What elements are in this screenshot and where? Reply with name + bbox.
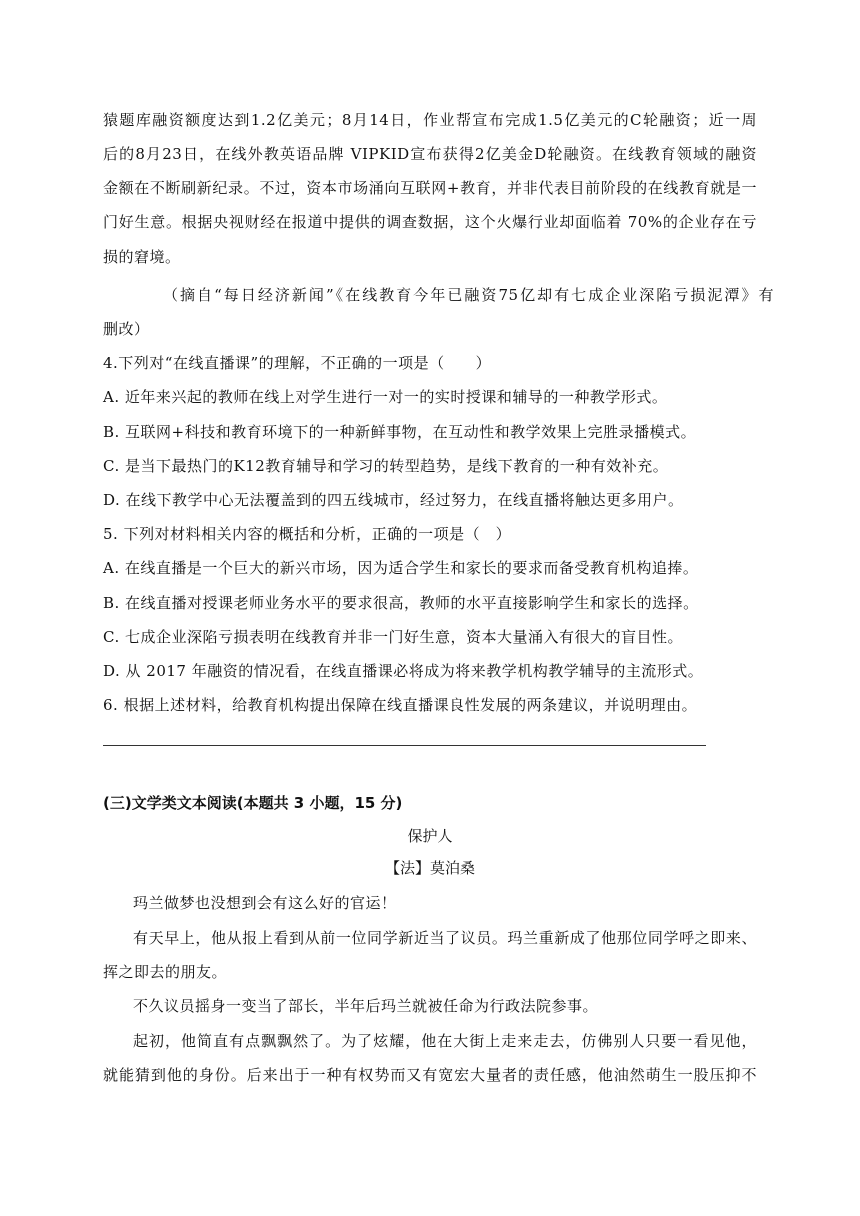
story-author: 【法】莫泊桑: [384, 859, 475, 877]
option-d: D. 从 2017 年融资的情况看，在线直播课必将成为将来教学机构教学辅导的主流形式。: [103, 662, 704, 680]
passage-line: 后的8月23日，在线外教英语品牌 VIPKID宣布获得2亿美金D轮融资。在线教育领域的融资: [103, 145, 757, 163]
paragraph-line: 不久议员摇身一变当了部长，半年后玛兰就被任命为行政法院参事。: [133, 997, 599, 1015]
paragraph-line: 玛兰做梦也没想到会有这么好的官运！: [133, 894, 397, 912]
story-title: 保护人: [407, 827, 453, 845]
passage-line: 损的窘境。: [103, 248, 181, 266]
option-c: C. 七成企业深陷亏损表明在线教育并非一门好生意，资本大量涌入有很大的盲目性。: [103, 628, 683, 646]
source-line: （摘自“每日经济新闻”《在线教育今年已融资75亿却有七成企业深陷亏损泥潭》有: [163, 286, 774, 304]
section-heading: (三)文学类文本阅读(本题共 3 小题，15 分): [103, 794, 403, 812]
question-stem: 4.下列对“在线直播课”的理解，不正确的一项是（ ）: [103, 354, 492, 372]
question-stem: 6. 根据上述材料，给教育机构提出保障在线直播课良性发展的两条建议，并说明理由。: [103, 696, 698, 714]
paragraph-line: 就能猜到他的身份。后来出于一种有权势而又有宽宏大量者的责任感，他油然萌生一股压抑不: [103, 1066, 757, 1084]
option-b: B. 在线直播对授课老师业务水平的要求很高，教师的水平直接影响学生和家长的选择。: [103, 594, 699, 612]
paragraph-line: 挥之即去的朋友。: [103, 963, 228, 981]
paragraph-line: 有天早上，他从报上看到从前一位同学新近当了议员。玛兰重新成了他那位同学呼之即来、: [133, 929, 757, 947]
option-a: A. 近年来兴起的教师在线上对学生进行一对一的实时授课和辅导的一种教学形式。: [103, 388, 668, 406]
passage-line: 金额在不断刷新纪录。不过，资本市场涌向互联网+教育，并非代表目前阶段的在线教育就是一: [103, 179, 757, 197]
option-d: D. 在线下教学中心无法覆盖到的四五线城市，经过努力，在线直播将触达更多用户。: [103, 491, 684, 509]
option-c: C. 是当下最热门的K12教育辅导和学习的转型趋势，是线下教育的一种有效补充。: [103, 457, 669, 475]
passage-line: 猿题库融资额度达到1.2亿美元；8月14日，作业帮宣布完成1.5亿美元的C轮融资；近一周: [103, 111, 757, 129]
option-b: B. 互联网+科技和教育环境下的一种新鲜事物，在互动性和教学效果上完胜录播模式。: [103, 423, 697, 441]
source-line: 删改）: [103, 320, 150, 338]
divider-line: [103, 745, 706, 746]
question-stem: 5. 下列对材料相关内容的概括和分析，正确的一项是（ ）: [103, 525, 512, 543]
option-a: A. 在线直播是一个巨大的新兴市场，因为适合学生和家长的要求而备受教育机构追捧。: [103, 559, 699, 577]
paragraph-line: 起初，他简直有点飘飘然了。为了炫耀，他在大街上走来走去，仿佛别人只要一看见他，: [133, 1032, 757, 1050]
passage-line: 门好生意。根据央视财经在报道中提供的调查数据，这个火爆行业却面临着 70%的企业存在亏: [103, 213, 757, 231]
